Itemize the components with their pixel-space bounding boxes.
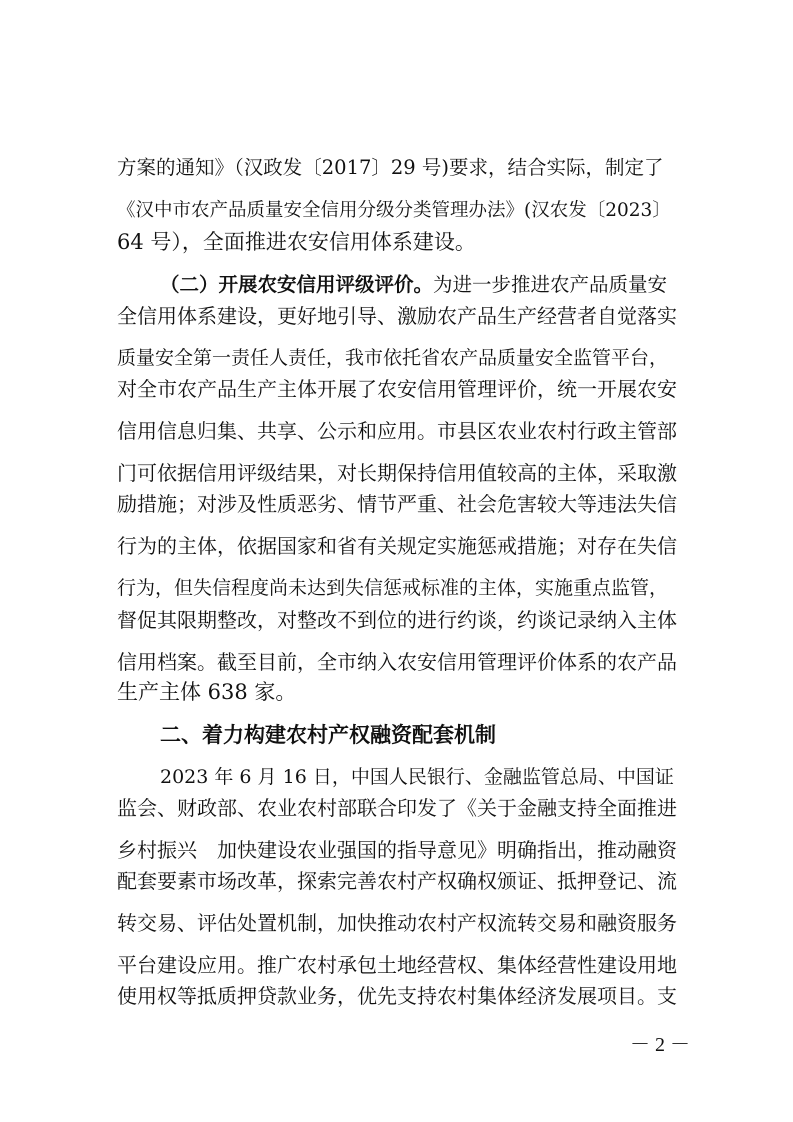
page-number: － 2 －: [630, 1034, 690, 1056]
text-line: 生产主体 638 家。: [117, 680, 297, 704]
text-line: 使用权等抵质押贷款业务，优先支持农村集体经济发展项目。支: [117, 984, 677, 1008]
text-line: 督促其限期整改，对整改不到位的进行约谈，约谈记录纳入主体: [117, 608, 677, 632]
text-line: 平台建设应用。推广农村承包土地经营权、集体经营性建设用地: [117, 953, 677, 977]
text-line: 64 号），全面推进农安信用体系建设。: [117, 230, 476, 254]
subsection-heading: （二）开展农安信用评级评价。: [160, 273, 434, 296]
paragraph-first-line: [160, 270, 677, 300]
text-line: 监会、财政部、农业农村部联合印发了《关于金融支持全面推进: [117, 796, 677, 820]
text-line: 转交易、评估处置机制，加快推动农村产权流转交易和融资服务: [117, 911, 677, 935]
text-line: 行为的主体，依据国家和省有关规定实施惩戒措施；对存在失信: [117, 534, 677, 558]
text-line: 门可依据信用评级结果，对长期保持信用值较高的主体，采取激: [117, 461, 677, 485]
section-heading: 二、着力构建农村产权融资配套机制: [160, 723, 496, 747]
text-line: 信用档案。截至目前，全市纳入农安信用管理评价体系的农产品: [117, 650, 677, 674]
text-line: 行为，但失信程度尚未达到失信惩戒标准的主体，实施重点监管，: [117, 577, 669, 599]
text-line: 励措施；对涉及性质恶劣、情节严重、社会危害较大等违法失信: [117, 492, 677, 516]
text-line: 质量安全第一责任人责任，我市依托省农产品质量安全监管平台，: [117, 347, 669, 369]
text-line: 乡村振兴 加快建设农业强国的指导意见》明确指出，推动融资: [117, 838, 677, 862]
text-line: 配套要素市场改革，探索完善农村产权确权颁证、抵押登记、流: [117, 869, 677, 893]
text-line: 对全市农产品生产主体开展了农安信用管理评价，统一开展农安: [117, 377, 677, 401]
text-line: 《汉中市农产品质量安全信用分级分类管理办法》(汉农发〔2023〕: [117, 200, 671, 221]
text-span: 为进一步推进农产品质量安: [433, 273, 668, 296]
text-line: 信用信息归集、共享、公示和应用。市县区农业农村行政主管部: [117, 419, 677, 443]
text-line: 全信用体系建设，更好地引导、激励农产品生产经营者自觉落实: [117, 304, 677, 328]
paragraph-first-line: 2023 年 6 月 16 日，中国人民银行、金融监管总局、中国证: [160, 766, 674, 788]
text-line: 方案的通知》（汉政发〔2017〕29 号)要求，结合实际，制定了: [117, 156, 664, 179]
